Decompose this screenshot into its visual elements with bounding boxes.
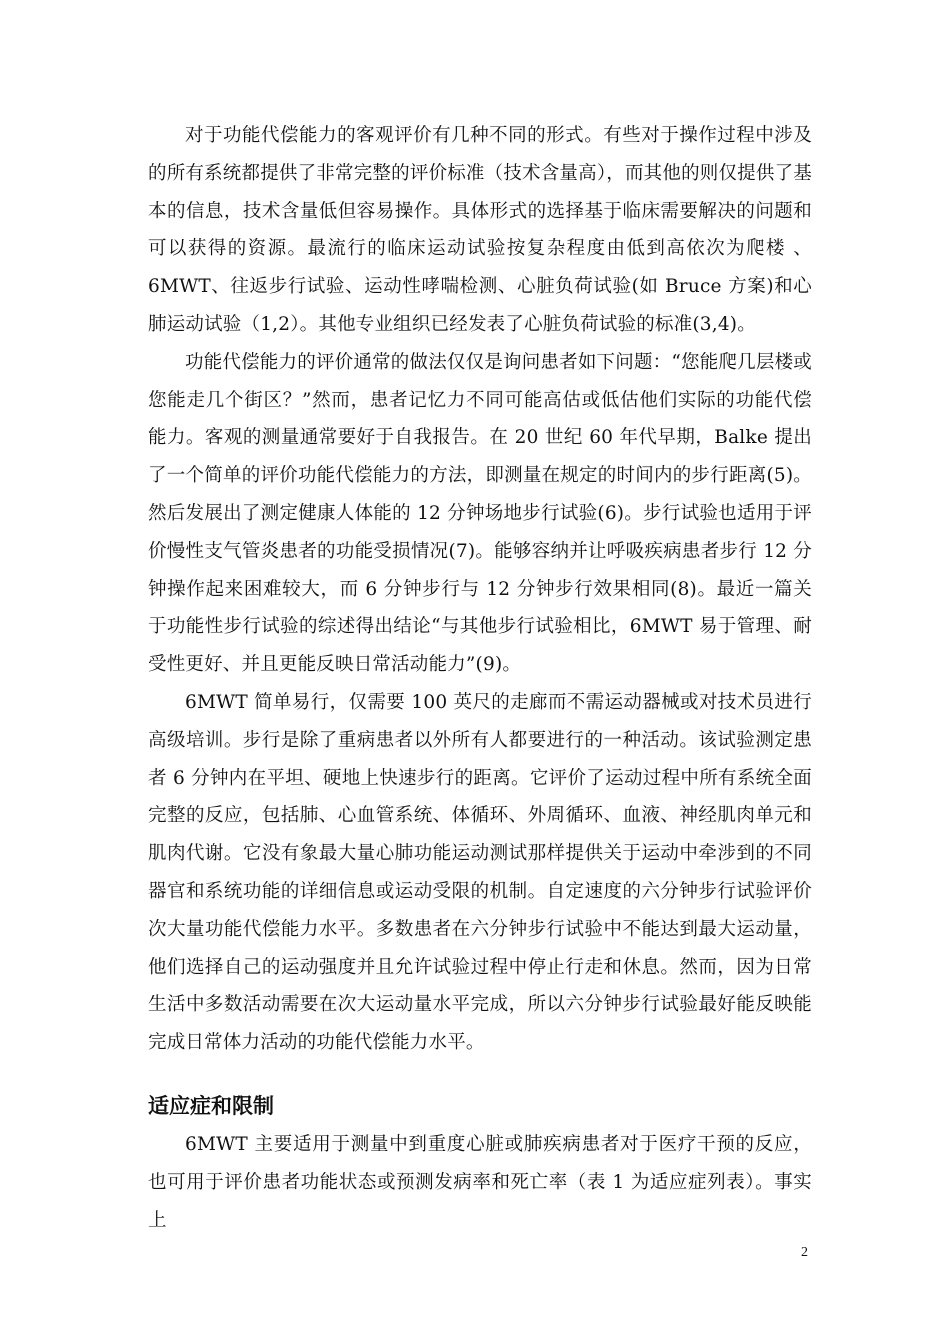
section-heading-indications: 适应症和限制 [148,1093,274,1118]
paragraph-functional-capacity-evaluation: 对于功能代偿能力的客观评价有几种不同的形式。有些对于操作过程中涉及的所有系统都提供了非常完整的评价标准（技术含量高），而其他的则仅提供了基本的信息，技术含量低但容易操作。具体形式的选择基于临床需要解决的问题和可以获得的资源。最流行的临床运动试验按复杂程度由低到高依次为爬楼 、6MWT、往返步行试验、运动性哮喘检测、心脏负荷试验(如 Bruce 方案)和心肺运动试验（1,2）。其他专业组织已经发表了心脏负荷试验的标准(3,4)。 [148,125,812,335]
paragraph-6mwt-description: 6MWT 简单易行，仅需要 100 英尺的走廊而不需运动器械或对技术员进行高级培训。步行是除了重病患者以外所有人都要进行的一种活动。该试验测定患者 6 分钟内在平坦、硬地上快速步行的距离。它评价了运动过程中所有系统全面完整的反应，包括肺、心血管系统、体循环、外周循环、血液、神经肌肉单元和肌肉代谢。它没有象最大量心肺功能运动测试那样提供关于运动中牵涉到的不同器官和系统功能的详细信息或运动受限的机制。自定速度的六分钟步行试验评价次大量功能代偿能力水平。多数患者在六分钟步行试验中不能达到最大运动量，他们选择自己的运动强度并且允许试验过程中停止行走和休息。然而，因为日常生活中多数活动需要在次大运动量水平完成，所以六分钟步行试验最好能反映能完成日常体力活动的功能代偿能力水平。 [148,691,812,1054]
paragraph-indications: 6MWT 主要适用于测量中到重度心脏或肺疾病患者对于医疗干预的反应，也可用于评价患者功能状态或预测发病率和死亡率（表 1 为适应症列表）。事实上 [148,1133,812,1231]
document-body [148,117,812,1239]
page-number: 2 [801,1245,808,1260]
paragraph-functional-capacity-history: 功能代偿能力的评价通常的做法仅仅是询问患者如下问题：“您能爬几层楼或您能走几个街区？”然而，患者记忆力不同可能高估或低估他们实际的功能代偿能力。客观的测量通常要好于自我报告。在 20 世纪 60 年代早期，Balke 提出了一个简单的评价功能代偿能力的方法，即测量在规定的时间内的步行距离(5)。然后发展出了测定健康人体能的 12 分钟场地步行试验(6)。步行试验也适用于评价慢性支气管炎患者的功能受损情况(7)。能够容纳并让呼吸疾病患者步行 12 分钟操作起来困难较大，而 6 分钟步行与 12 分钟步行效果相同(8)。最近一篇关于功能性步行试验的综述得出结论“与其他步行试验相比，6MWT 易于管理、耐受性更好、并且更能反映日常活动能力”(9)。 [148,351,812,676]
